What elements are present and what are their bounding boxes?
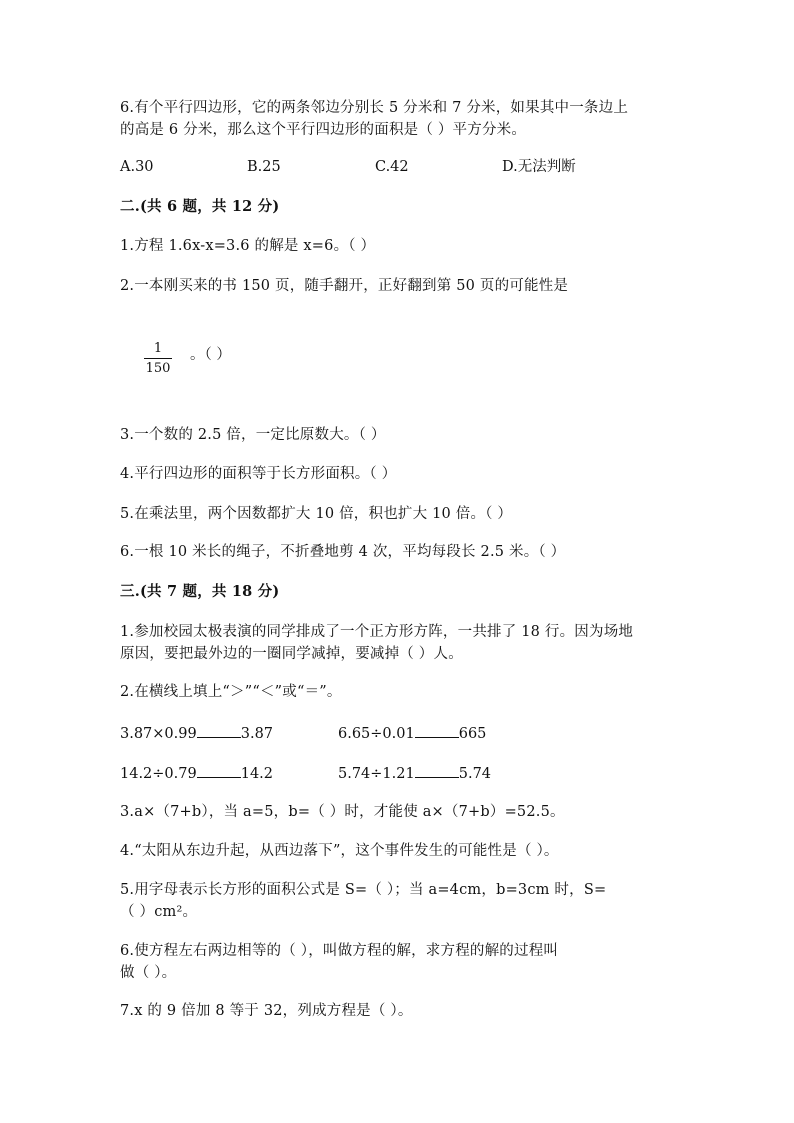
question-6-line-1: 6.有个平行四边形，它的两条邻边分别长 5 分米和 7 分米，如果其中一条边上 xyxy=(120,100,629,116)
answer-blank[interactable] xyxy=(415,762,459,778)
section-2-question-6: 6.一根 10 米长的绳子，不折叠地剪 4 次，平均每段长 2.5 米。（ ） xyxy=(120,544,566,560)
section-3-question-6-line-1: 6.使方程左右两边相等的（ ），叫做方程的解，求方程的解的过程叫 xyxy=(120,943,559,959)
answer-blank[interactable] xyxy=(197,722,241,738)
fraction-bar xyxy=(144,358,172,359)
compare-item-1 xyxy=(120,722,273,744)
section-3-question-7: 7.x 的 9 倍加 8 等于 32，列成方程是（ ）。 xyxy=(120,1003,413,1019)
option-c: C.42 xyxy=(375,159,409,175)
section-3-question-4: 4.“太阳从东边升起，从西边落下”，这个事件发生的可能性是（ ）。 xyxy=(120,843,559,859)
section-3-question-1-line-1: 1.参加校园太极表演的同学排成了一个正方形方阵，一共排了 18 行。因为场地 xyxy=(120,624,634,640)
question-6-line-2: 的高是 6 分米，那么这个平行四边形的面积是（ ）平方分米。 xyxy=(120,122,527,138)
section-2-heading: 二.(共 6 题，共 12 分) xyxy=(120,198,280,215)
section-3-heading: 三.(共 7 题，共 18 分) xyxy=(120,583,280,600)
option-b: B.25 xyxy=(247,159,281,175)
compare-left: 3.87×0.99 xyxy=(120,726,197,742)
compare-right: 665 xyxy=(458,726,487,742)
section-3-question-6-line-2: 做（ ）。 xyxy=(120,965,177,981)
answer-blank[interactable] xyxy=(197,762,241,778)
section-2-question-5: 5.在乘法里，两个因数都扩大 10 倍，积也扩大 10 倍。（ ） xyxy=(120,506,513,522)
answer-blank[interactable] xyxy=(415,722,459,738)
fraction-denominator: 150 xyxy=(145,361,171,376)
section-3-question-3: 3.a×（7+b），当 a=5，b=（ ）时，才能使 a×（7+b）=52.5。 xyxy=(120,804,565,820)
section-3-question-1-line-2: 原因，要把最外边的一圈同学减掉，要减掉（ ）人。 xyxy=(120,646,463,662)
section-2-question-2-tail: 。（ ） xyxy=(190,347,231,363)
compare-right: 3.87 xyxy=(240,726,274,742)
compare-left: 6.65÷0.01 xyxy=(338,726,415,742)
section-3-question-5-line-1: 5.用字母表示长方形的面积公式是 S=（ ）；当 a=4cm，b=3cm 时，S= xyxy=(120,882,607,898)
compare-item-2 xyxy=(338,722,486,744)
compare-left: 5.74÷1.21 xyxy=(338,766,415,782)
section-2-question-2: 2.一本刚买来的书 150 页，随手翻开，正好翻到第 50 页的可能性是 xyxy=(120,278,569,294)
compare-item-4 xyxy=(338,762,491,784)
section-2-question-4: 4.平行四边形的面积等于长方形面积。（ ） xyxy=(120,466,397,482)
section-3-question-5-line-2: （ ）cm²。 xyxy=(120,904,198,920)
compare-left: 14.2÷0.79 xyxy=(120,766,197,782)
option-a: A.30 xyxy=(120,159,154,175)
fraction-numerator: 1 xyxy=(153,341,163,356)
section-2-question-1: 1.方程 1.6x-x=3.6 的解是 x=6。（ ） xyxy=(120,238,376,254)
fraction-one-150 xyxy=(144,341,172,376)
section-3-question-2: 2.在横线上填上“＞”“＜”或“＝”。 xyxy=(120,684,342,700)
compare-item-3 xyxy=(120,762,273,784)
compare-right: 14.2 xyxy=(240,766,274,782)
section-2-question-3: 3.一个数的 2.5 倍，一定比原数大。（ ） xyxy=(120,427,386,443)
compare-right: 5.74 xyxy=(458,766,492,782)
option-d: D.无法判断 xyxy=(502,159,576,175)
